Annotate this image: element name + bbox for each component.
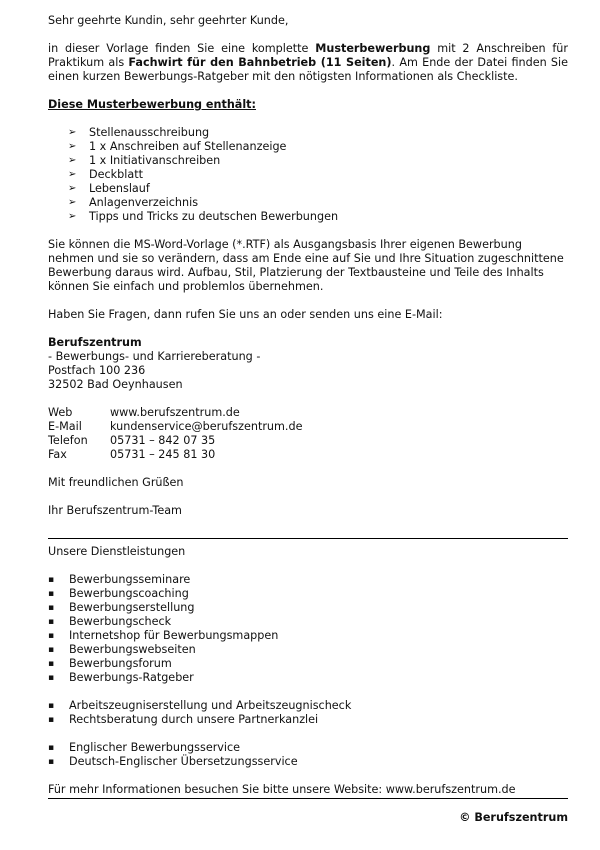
list-item: ▪ Bewerbungsforum	[48, 657, 172, 670]
list-item: ▪ Bewerbungs-Ratgeber	[48, 671, 194, 684]
square-bullet-icon: ▪	[48, 715, 55, 725]
list-item: ▪ Bewerbungsseminare	[48, 573, 191, 586]
square-bullet-icon: ▪	[48, 645, 55, 655]
intro-paragraph: in dieser Vorlage finden Sie eine komplette Musterbewerbung mit 2 Anschreiben für Praktikum als Fachwirt für den Bahnbetrieb (11 Seiten). Am Ende der Datei finden Sie einen kurzen Bewerbungs-Ratgeber mit den nötigsten Informationen als Checkliste.	[48, 42, 569, 83]
arrow-bullet-icon: ➢	[68, 155, 77, 166]
list-item: ➢ Stellenausschreibung	[68, 126, 210, 139]
square-bullet-icon: ▪	[48, 743, 55, 753]
salutation: Sehr geehrte Kundin, sehr geehrter Kunde,	[48, 14, 289, 27]
list-item: ➢ Tipps und Tricks zu deutschen Bewerbungen	[68, 210, 339, 223]
list-item: ▪ Deutsch-Englischer Übersetzungsservice	[48, 755, 298, 768]
document-page	[48, 14, 568, 825]
square-bullet-icon: ▪	[48, 617, 55, 627]
list-item: ▪ Bewerbungscheck	[48, 615, 172, 628]
list-item: ▪ Internetshop für Bewerbungsmappen	[48, 629, 279, 642]
square-bullet-icon: ▪	[48, 701, 55, 711]
list-item: ▪ Arbeitszeugniserstellung und Arbeitszeugnischeck	[48, 699, 352, 712]
contact-label: Fax	[48, 448, 67, 461]
copyright: © Berufszentrum	[459, 811, 568, 824]
list-item: ▪ Rechtsberatung durch unsere Partnerkanzlei	[48, 713, 319, 726]
contact-email-value[interactable]: kundenservice@berufszentrum.de	[110, 420, 303, 433]
arrow-bullet-icon: ➢	[68, 169, 77, 180]
contact-fax-value: 05731 – 245 81 30	[110, 448, 216, 461]
contact-table	[48, 406, 568, 462]
arrow-bullet-icon: ➢	[68, 183, 77, 194]
company-tagline: - Bewerbungs- und Karriereberatung -	[48, 350, 261, 363]
contents-list	[48, 126, 568, 224]
square-bullet-icon: ▪	[48, 659, 55, 669]
company-city: 32502 Bad Oeynhausen	[48, 378, 183, 391]
list-item: ▪ Bewerbungserstellung	[48, 601, 195, 614]
list-item: ➢ 1 x Initiativanschreiben	[68, 154, 221, 167]
contact-label: Telefon	[48, 434, 88, 447]
services-list-3	[48, 741, 568, 769]
list-item: ➢ 1 x Anschreiben auf Stellenanzeige	[68, 140, 287, 153]
contact-label: E-Mail	[48, 420, 82, 433]
contact-label: Web	[48, 406, 73, 419]
list-item: ➢ Deckblatt	[68, 168, 143, 181]
questions-paragraph: Haben Sie Fragen, dann rufen Sie uns an oder senden uns eine E-Mail:	[48, 308, 443, 321]
square-bullet-icon: ▪	[48, 673, 55, 683]
square-bullet-icon: ▪	[48, 757, 55, 767]
contents-heading: Diese Musterbewerbung enthält:	[48, 98, 257, 111]
list-item: ▪ Bewerbungscoaching	[48, 587, 189, 600]
usage-paragraph: Sie können die MS-Word-Vorlage (*.RTF) als Ausgangsbasis Ihrer eigenen Bewerbung nehmen und sie so verändern, dass am Ende eine auf Sie und Ihre Situation zugeschnittene Bewerbung daraus wird. Aufbau, Stil, Platzierung der Textbausteine und Teile des Inhalts können Sie einfach und problemlos übernehmen.	[48, 238, 564, 293]
contact-phone-value: 05731 – 842 07 35	[110, 434, 216, 447]
company-street: Postfach 100 236	[48, 364, 146, 377]
list-item: ▪ Bewerbungswebseiten	[48, 643, 196, 656]
services-list-1	[48, 573, 568, 685]
arrow-bullet-icon: ➢	[68, 141, 77, 152]
footer-text: Für mehr Informationen besuchen Sie bitte unsere Website: www.berufszentrum.de	[48, 783, 516, 796]
list-item: ➢ Lebenslauf	[68, 182, 150, 195]
company-name: Berufszentrum	[48, 336, 142, 349]
signature: Ihr Berufszentrum-Team	[48, 504, 182, 517]
services-heading: Unsere Dienstleistungen	[48, 545, 186, 558]
list-item: ▪ Englischer Bewerbungsservice	[48, 741, 241, 754]
square-bullet-icon: ▪	[48, 575, 55, 585]
arrow-bullet-icon: ➢	[68, 211, 77, 222]
closing: Mit freundlichen Grüßen	[48, 476, 184, 489]
contact-web-value[interactable]: www.berufszentrum.de	[110, 406, 240, 419]
square-bullet-icon: ▪	[48, 589, 55, 599]
arrow-bullet-icon: ➢	[68, 197, 77, 208]
arrow-bullet-icon: ➢	[68, 127, 77, 138]
list-item: ➢ Anlagenverzeichnis	[68, 196, 199, 209]
square-bullet-icon: ▪	[48, 603, 55, 613]
square-bullet-icon: ▪	[48, 631, 55, 641]
services-list-2	[48, 699, 568, 727]
